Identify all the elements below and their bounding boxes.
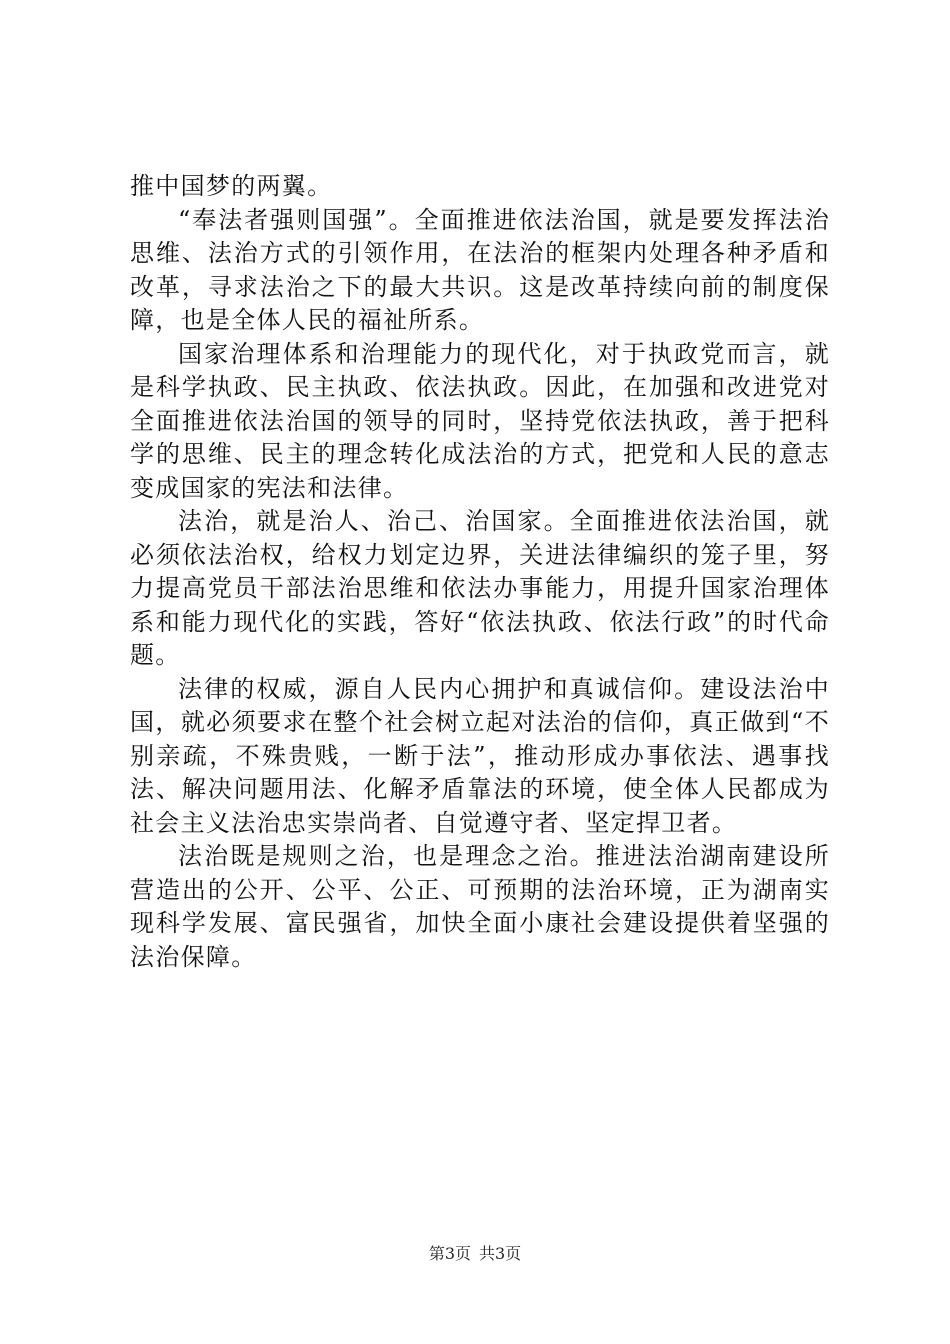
paragraph-3: 国家治理体系和治理能力的现代化，对于执政党而言，就是科学执政、民主执政、依法执政。因此，在加强和改进党对全面推进依法治国的领导的同时，坚持党依法执政，善于把科学的思维、民主的理念转化成法治的方式，把党和人民的意志变成国家的宪法和法律。 xyxy=(130,339,830,502)
document-body xyxy=(130,170,830,974)
page-footer xyxy=(0,1244,950,1264)
paragraph-6: 法治既是规则之治，也是理念之治。推进法治湖南建设所营造出的公开、公平、公正、可预期的法治环境，正为湖南实现科学发展、富民强省，加快全面小康社会建设提供着坚强的法治保障。 xyxy=(130,842,830,971)
page-total: 共3页 xyxy=(479,1244,522,1263)
paragraph-5: 法律的权威，源自人民内心拥护和真诚信仰。建设法治中国，就必须要求在整个社会树立起对法治的信仰，真正做到“不别亲疏，不殊贵贱，一断于法”，推动形成办事依法、遇事找法、解决问题用法、化解矛盾靠法的环境，使全体人民都成为社会主义法治忠实崇尚者、自觉遵守者、坚定捍卫者。 xyxy=(130,674,830,837)
paragraph-4: 法治，就是治人、治己、治国家。全面推进依法治国，就必须依法治权，给权力划定边界，关进法律编织的笼子里，努力提高党员干部法治思维和依法办事能力，用提升国家治理体系和能力现代化的实践，答好“依法执政、依法行政”的时代命题。 xyxy=(130,507,830,669)
paragraph-1: 推中国梦的两翼。 xyxy=(130,172,333,200)
page-number: 第3页 xyxy=(428,1244,471,1263)
paragraph-2: “奉法者强则国强”。全面推进依法治国，就是要发挥法治思维、法治方式的引领作用，在法治的框架内处理各种矛盾和改革，寻求法治之下的最大共识。这是改革持续向前的制度保障，也是全体人民的福祉所系。 xyxy=(130,205,830,334)
